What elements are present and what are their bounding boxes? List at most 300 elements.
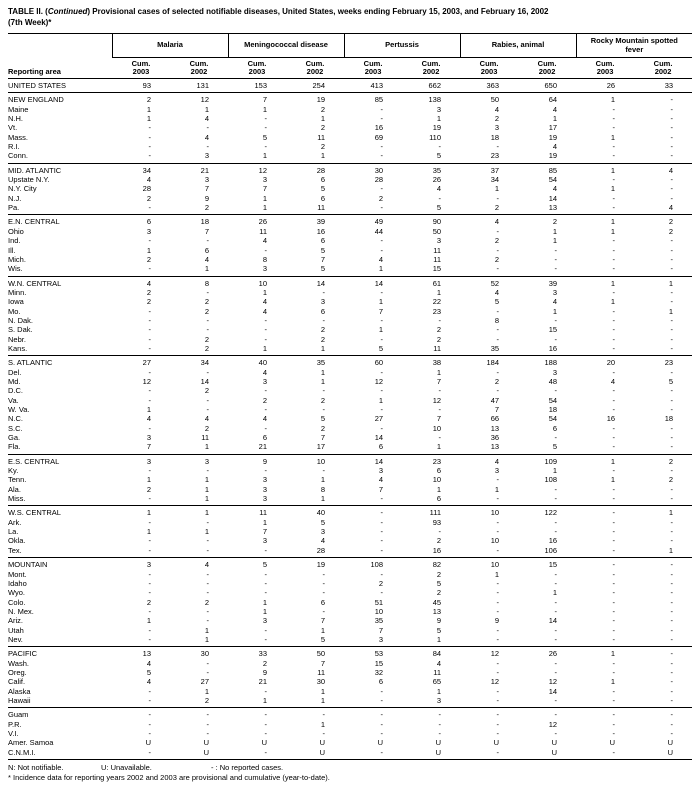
footnotes <box>8 763 692 782</box>
value-cell: - <box>612 625 616 635</box>
value-cell: 184 <box>460 356 518 368</box>
value-cell: 1 <box>320 719 326 729</box>
value-cell: U <box>203 738 210 748</box>
value-cell: - <box>670 264 674 274</box>
value-cell: - <box>206 616 210 626</box>
value-cell: U <box>319 738 326 748</box>
value-cell: 8 <box>170 276 228 288</box>
value-cell: - <box>148 325 151 335</box>
value-cell: 2 <box>634 215 692 227</box>
value-cell: - <box>380 334 384 344</box>
section-mountain <box>8 558 692 647</box>
value-cell: - <box>148 545 151 555</box>
value-cell: 23 <box>634 356 692 368</box>
value-cell: - <box>380 367 384 377</box>
table-row <box>8 246 692 255</box>
value-cell: 1 <box>320 376 326 386</box>
value-cell: - <box>554 695 558 705</box>
value-cell: - <box>496 245 500 255</box>
table-row <box>8 93 692 105</box>
value-cell: - <box>496 306 500 316</box>
value-cell: - <box>148 367 151 377</box>
value-cell: 3 <box>378 466 384 476</box>
value-cell: 13 <box>548 203 558 213</box>
reporting-area-cell: Va. <box>8 395 19 405</box>
value-cell: 9 <box>228 454 286 466</box>
value-cell: 20 <box>576 356 634 368</box>
value-cell: - <box>148 695 151 705</box>
value-cell: 1 <box>204 686 210 696</box>
value-cell: - <box>438 193 442 203</box>
value-cell: 35 <box>286 356 344 368</box>
table-row <box>8 297 692 306</box>
value-cell: 4 <box>460 215 518 227</box>
value-cell: - <box>148 423 151 433</box>
value-cell: - <box>496 494 500 504</box>
value-cell: 1 <box>320 695 326 705</box>
value-cell: - <box>148 236 151 246</box>
value-cell: 37 <box>460 163 518 175</box>
reporting-area-cell: Nev. <box>8 634 23 644</box>
value-cell: 1 <box>436 686 442 696</box>
table-row <box>8 184 692 193</box>
value-cell: 7 <box>320 658 326 668</box>
value-cell: 49 <box>344 215 402 227</box>
value-cell: - <box>670 123 674 133</box>
table-row <box>8 466 692 475</box>
footnote-not-notifiable: N: Not notifiable. <box>8 763 64 773</box>
value-cell: 7 <box>146 442 151 452</box>
value-cell: - <box>460 708 518 720</box>
value-cell: - <box>438 315 442 325</box>
value-cell: U <box>435 747 442 757</box>
value-cell: 14 <box>286 276 344 288</box>
notifiable-diseases-table <box>8 33 692 760</box>
value-cell: - <box>496 226 500 236</box>
value-cell: - <box>206 578 210 588</box>
reporting-area-cell: C.N.M.I. <box>8 747 36 757</box>
value-cell: - <box>496 578 500 588</box>
value-cell: 254 <box>312 81 326 90</box>
value-cell: - <box>496 634 500 644</box>
value-cell: 3 <box>262 536 268 546</box>
value-cell: - <box>380 729 384 738</box>
value-cell: 1 <box>436 287 442 297</box>
value-cell: 1 <box>262 287 268 297</box>
value-cell: 1 <box>262 597 268 607</box>
value-cell: 34 <box>112 163 170 175</box>
value-cell: 12 <box>432 395 442 405</box>
value-cell: 93 <box>432 517 442 527</box>
value-cell: 2 <box>320 123 326 133</box>
table-row <box>8 414 692 423</box>
value-cell: 19 <box>432 123 442 133</box>
value-cell: - <box>206 287 210 297</box>
reporting-area-cell: Ill. <box>8 245 16 255</box>
value-cell: U <box>145 738 151 748</box>
value-cell: - <box>438 405 442 414</box>
subcolumn-header: Cum. 2002 <box>402 58 460 79</box>
value-cell: 153 <box>254 81 268 90</box>
value-cell: 4 <box>204 414 210 424</box>
value-cell: 7 <box>378 484 384 494</box>
value-cell: 6 <box>320 236 326 246</box>
value-cell: - <box>670 658 674 668</box>
value-cell: 14 <box>344 454 402 466</box>
value-cell: - <box>228 708 286 720</box>
value-cell: 2 <box>204 695 210 705</box>
value-cell: 1 <box>146 245 151 255</box>
value-cell: 1 <box>610 677 616 687</box>
value-cell: 69 <box>374 132 384 142</box>
value-cell: 1 <box>262 343 268 353</box>
value-cell: 1 <box>262 517 268 527</box>
value-cell: - <box>612 484 616 494</box>
value-cell: 9 <box>262 667 268 677</box>
value-cell: 21 <box>258 677 268 687</box>
reporting-area-cell: E.N. CENTRAL <box>8 215 112 227</box>
value-cell: - <box>112 708 170 720</box>
value-cell: 1 <box>576 93 634 105</box>
value-cell: 12 <box>228 163 286 175</box>
table-row <box>8 748 692 760</box>
value-cell: 51 <box>374 597 384 607</box>
value-cell: - <box>670 494 674 504</box>
value-cell: - <box>206 569 210 579</box>
value-cell: 2 <box>204 597 210 607</box>
value-cell: - <box>612 334 616 344</box>
value-cell: 2 <box>146 193 151 203</box>
value-cell: 1 <box>320 494 326 504</box>
reporting-area-cell: Pa. <box>8 203 20 213</box>
value-cell: 19 <box>286 558 344 570</box>
value-cell: - <box>612 466 616 476</box>
value-cell: - <box>496 334 500 344</box>
value-cell: - <box>264 747 268 757</box>
value-cell: - <box>554 527 558 537</box>
value-cell: 1 <box>576 215 634 227</box>
value-cell: 6 <box>320 597 326 607</box>
value-cell: - <box>148 203 151 213</box>
table-row <box>8 729 692 738</box>
value-cell: - <box>206 658 210 668</box>
value-cell: 35 <box>402 163 460 175</box>
value-cell: 10 <box>432 475 442 485</box>
value-cell: - <box>670 142 674 152</box>
value-cell: 1 <box>576 276 634 288</box>
value-cell: - <box>670 625 674 635</box>
value-cell: - <box>612 658 616 668</box>
reporting-area-cell: Oreg. <box>8 667 27 677</box>
value-cell: 16 <box>606 414 616 424</box>
value-cell: - <box>380 747 384 757</box>
value-cell: - <box>496 545 500 555</box>
table-row <box>8 215 692 227</box>
value-cell: - <box>264 334 268 344</box>
value-cell: 1 <box>262 606 268 616</box>
value-cell: - <box>322 287 326 297</box>
value-cell: U <box>203 747 210 757</box>
value-cell: 10 <box>460 506 518 518</box>
table-row <box>8 546 692 558</box>
value-cell: 11 <box>228 506 286 518</box>
reporting-area-cell: W. Va. <box>8 405 30 414</box>
table-row <box>8 433 692 442</box>
value-cell: 3 <box>204 175 210 185</box>
value-cell: 1 <box>378 297 384 307</box>
reporting-area-cell: Wis. <box>8 264 23 274</box>
value-cell: - <box>670 677 674 687</box>
value-cell: 4 <box>146 658 151 668</box>
value-cell: - <box>206 536 210 546</box>
value-cell: - <box>438 527 442 537</box>
value-cell: 1 <box>262 151 268 161</box>
value-cell: 7 <box>320 254 326 264</box>
table-row <box>8 588 692 597</box>
value-cell: 5 <box>494 297 500 307</box>
value-cell: 3 <box>436 104 442 114</box>
value-cell: U <box>261 738 268 748</box>
value-cell: - <box>148 142 151 152</box>
value-cell: 5 <box>320 245 326 255</box>
value-cell: - <box>496 667 500 677</box>
value-cell: 65 <box>432 677 442 687</box>
value-cell: - <box>206 545 210 555</box>
value-cell: 188 <box>518 356 576 368</box>
value-cell: - <box>612 123 616 133</box>
table-row <box>8 527 692 536</box>
value-cell: - <box>670 423 674 433</box>
value-cell: 10 <box>286 454 344 466</box>
value-cell: 90 <box>402 215 460 227</box>
value-cell: - <box>206 729 210 738</box>
value-cell: - <box>670 315 674 325</box>
value-cell: 108 <box>544 475 558 485</box>
value-cell: 1 <box>146 616 151 626</box>
value-cell: 16 <box>432 545 442 555</box>
value-cell: - <box>438 386 442 396</box>
value-cell: - <box>612 405 616 414</box>
value-cell: 50 <box>460 93 518 105</box>
reporting-area-cell: Amer. Samoa <box>8 738 54 748</box>
reporting-area-cell: E.S. CENTRAL <box>8 454 112 466</box>
value-cell: 4 <box>552 104 558 114</box>
value-cell: 19 <box>548 132 558 142</box>
table-row <box>8 708 692 720</box>
value-cell: 2 <box>494 114 500 124</box>
value-cell: - <box>380 386 384 396</box>
table-row <box>8 133 692 142</box>
value-cell: - <box>148 343 151 353</box>
value-cell: 6 <box>320 193 326 203</box>
value-cell: - <box>148 536 151 546</box>
value-cell: 61 <box>402 276 460 288</box>
value-cell: 2 <box>320 104 326 114</box>
value-cell: - <box>612 719 616 729</box>
value-cell: U <box>435 738 442 748</box>
value-cell: 11 <box>317 203 326 213</box>
value-cell: - <box>380 405 384 414</box>
table-row <box>8 536 692 545</box>
reporting-area-cell: S. Dak. <box>8 325 33 335</box>
subcolumn-header: Cum. 2002 <box>170 58 228 79</box>
value-cell: 12 <box>548 719 558 729</box>
value-cell: - <box>496 142 500 152</box>
value-cell: 12 <box>142 376 151 386</box>
value-cell: - <box>206 667 210 677</box>
value-cell: 5 <box>436 625 442 635</box>
table-row <box>8 194 692 203</box>
value-cell: 109 <box>518 454 576 466</box>
reporting-area-cell: Ark. <box>8 517 22 527</box>
value-cell: 33 <box>228 647 286 659</box>
value-cell: - <box>612 306 616 316</box>
subcolumn-header: Cum. 2002 <box>518 58 576 79</box>
value-cell: 6 <box>112 215 170 227</box>
value-cell: 2 <box>204 334 210 344</box>
table-row <box>8 647 692 659</box>
value-cell: 4 <box>204 114 210 124</box>
table-row <box>8 377 692 386</box>
value-cell: 7 <box>320 433 326 443</box>
value-cell: - <box>380 287 384 297</box>
value-cell: 5 <box>436 203 442 213</box>
footnote-legend <box>8 763 692 773</box>
value-cell: 84 <box>402 647 460 659</box>
section-mid-atlantic <box>8 163 692 215</box>
value-cell: 12 <box>374 376 384 386</box>
value-cell: - <box>148 729 151 738</box>
value-cell: - <box>670 527 674 537</box>
value-cell: - <box>496 747 500 757</box>
value-cell: 6 <box>552 423 558 433</box>
value-cell: 19 <box>548 151 558 161</box>
value-cell: 8 <box>262 254 268 264</box>
value-cell: 4 <box>262 367 268 377</box>
value-cell: 7 <box>436 376 442 386</box>
value-cell: - <box>344 506 402 518</box>
title-week-line: (7th Week)* <box>8 17 52 27</box>
value-cell: - <box>554 433 558 443</box>
value-cell: 15 <box>518 558 576 570</box>
value-cell: - <box>670 395 674 405</box>
reporting-area-cell: Conn. <box>8 151 29 161</box>
value-cell: 5 <box>320 517 326 527</box>
reporting-area-cell: N.H. <box>8 114 23 124</box>
value-cell: - <box>670 184 674 194</box>
value-cell: 14 <box>374 433 384 443</box>
value-cell: 28 <box>142 184 151 194</box>
value-cell: 1 <box>436 484 442 494</box>
value-cell: - <box>380 494 384 504</box>
value-cell: - <box>264 545 268 555</box>
value-cell: 17 <box>316 442 326 452</box>
value-cell: 2 <box>146 484 151 494</box>
value-cell: - <box>612 588 616 598</box>
value-cell: 1 <box>204 494 210 504</box>
value-cell: 2 <box>494 236 500 246</box>
value-cell: 4 <box>146 414 151 424</box>
value-cell: - <box>496 588 500 598</box>
value-cell: 22 <box>432 297 442 307</box>
value-cell: - <box>554 315 558 325</box>
value-cell: 1 <box>262 193 268 203</box>
value-cell: - <box>148 132 151 142</box>
value-cell: - <box>206 236 210 246</box>
table-row <box>8 687 692 696</box>
value-cell: 7 <box>378 306 384 316</box>
value-cell: - <box>286 708 344 720</box>
value-cell: 1 <box>170 506 228 518</box>
value-cell: 2 <box>204 423 210 433</box>
value-cell: 28 <box>374 175 384 185</box>
value-cell: - <box>496 695 500 705</box>
value-cell: 1 <box>112 506 170 518</box>
value-cell: 30 <box>170 647 228 659</box>
value-cell: - <box>496 386 500 396</box>
value-cell: 11 <box>317 667 326 677</box>
value-cell: 27 <box>200 677 210 687</box>
value-cell: 18 <box>548 405 558 414</box>
value-cell: - <box>206 719 210 729</box>
value-cell: - <box>322 569 326 579</box>
value-cell: - <box>670 367 674 377</box>
reporting-area-cell: W.N. CENTRAL <box>8 276 112 288</box>
value-cell: - <box>612 695 616 705</box>
value-cell: 50 <box>432 226 442 236</box>
value-cell: 38 <box>402 356 460 368</box>
value-cell: - <box>670 667 674 677</box>
value-cell: 3 <box>262 264 268 274</box>
value-cell: 7 <box>228 93 286 105</box>
value-cell: - <box>612 597 616 607</box>
value-cell: - <box>148 151 151 161</box>
value-cell: 16 <box>374 123 384 133</box>
reporting-area-cell: UNITED STATES <box>8 81 67 90</box>
reporting-area-cell: S.C. <box>8 423 23 433</box>
value-cell: - <box>148 306 151 316</box>
value-cell: 2 <box>378 193 384 203</box>
value-cell: 3 <box>436 695 442 705</box>
table-row <box>8 142 692 151</box>
section-united-states <box>8 79 692 93</box>
value-cell: 2 <box>146 297 151 307</box>
value-cell: 16 <box>548 343 558 353</box>
table-row <box>8 659 692 668</box>
value-cell: 7 <box>436 414 442 424</box>
reporting-area-cell: Ind. <box>8 236 21 246</box>
value-cell: 1 <box>262 695 268 705</box>
reporting-area-cell: Nebr. <box>8 334 26 344</box>
table-row <box>8 518 692 527</box>
table-row <box>8 626 692 635</box>
value-cell: 3 <box>262 376 268 386</box>
value-cell: 10 <box>228 276 286 288</box>
value-cell: 5 <box>320 414 326 424</box>
value-cell: - <box>670 719 674 729</box>
value-cell: - <box>380 423 384 433</box>
value-cell: 1 <box>204 634 210 644</box>
value-cell: 3 <box>552 287 558 297</box>
value-cell: 3 <box>494 466 500 476</box>
value-cell: 1 <box>610 297 616 307</box>
value-cell: 10 <box>374 606 384 616</box>
value-cell: - <box>554 494 558 504</box>
value-cell: - <box>206 325 210 335</box>
value-cell: 7 <box>494 405 500 414</box>
reporting-area-cell: Ohio <box>8 226 24 236</box>
value-cell: 11 <box>433 667 442 677</box>
